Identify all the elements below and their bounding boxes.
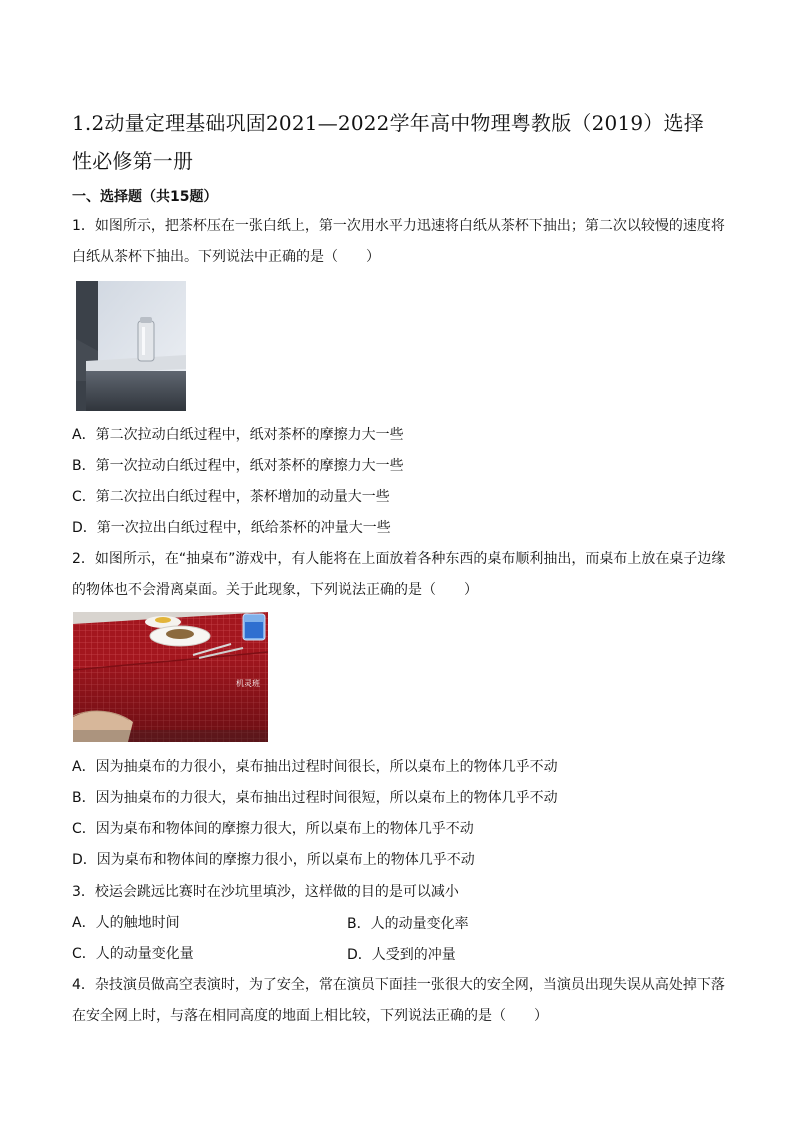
q2-tablecloth-photo xyxy=(73,612,268,742)
q1-option-a: A．第二次拉动白纸过程中，纸对茶杯的摩擦力大一些 xyxy=(72,427,404,443)
q2-option-b: B．因为抽桌布的力很大，桌布抽出过程时间很短，所以桌布上的物体几乎不动 xyxy=(72,790,558,806)
q2-option-d: D．因为桌布和物体间的摩擦力很小，所以桌布上的物体几乎不动 xyxy=(72,852,475,868)
q3-option-a: A．人的触地时间 xyxy=(72,915,180,931)
section-heading: 一、选择题（共15题） xyxy=(72,189,218,205)
q1-option-b: B．第一次拉动白纸过程中，纸对茶杯的摩擦力大一些 xyxy=(72,458,404,474)
title-line-1: 1.2动量定理基础巩固2021—2022学年高中物理粤教版（2019）选择 xyxy=(72,111,704,135)
q2-watermark: 机灵班 xyxy=(236,679,260,688)
q3-option-c: C．人的动量变化量 xyxy=(72,946,194,962)
q3-stem: 3．校运会跳远比赛时在沙坑里填沙，这样做的目的是可以减小 xyxy=(72,884,459,900)
q2-stem-line-1: 2．如图所示，在“抽桌布”游戏中，有人能将在上面放着各种东西的桌布顺利抽出，而桌布上放在桌子边缘 xyxy=(72,551,726,567)
title-line-2: 性必修第一册 xyxy=(72,149,194,173)
q1-teacup-photo xyxy=(76,281,186,411)
q1-option-d: D．第一次拉出白纸过程中，纸给茶杯的冲量大一些 xyxy=(72,520,391,536)
q2-stem-line-2: 的物体也不会滑离桌面。关于此现象，下列说法正确的是（ ） xyxy=(72,582,478,598)
q1-option-c: C．第二次拉出白纸过程中，茶杯增加的动量大一些 xyxy=(72,489,390,505)
q4-stem-line-1: 4．杂技演员做高空表演时，为了安全，常在演员下面挂一张很大的安全网，当演员出现失误从高处掉下落 xyxy=(72,977,725,993)
q1-stem-line-1: 1．如图所示，把茶杯压在一张白纸上，第一次用水平力迅速将白纸从茶杯下抽出；第二次以较慢的速度将 xyxy=(72,218,725,234)
q3-option-b: B．人的动量变化率 xyxy=(347,916,469,932)
q3-option-d: D．人受到的冲量 xyxy=(347,947,456,963)
document-title xyxy=(72,104,732,180)
q1-stem-line-2: 白纸从茶杯下抽出。下列说法中正确的是（ ） xyxy=(72,249,380,265)
q2-option-c: C．因为桌布和物体间的摩擦力很大，所以桌布上的物体几乎不动 xyxy=(72,821,474,837)
q4-stem-line-2: 在安全网上时，与落在相同高度的地面上相比较，下列说法正确的是（ ） xyxy=(72,1008,548,1024)
q2-option-a: A．因为抽桌布的力很小，桌布抽出过程时间很长，所以桌布上的物体几乎不动 xyxy=(72,759,558,775)
